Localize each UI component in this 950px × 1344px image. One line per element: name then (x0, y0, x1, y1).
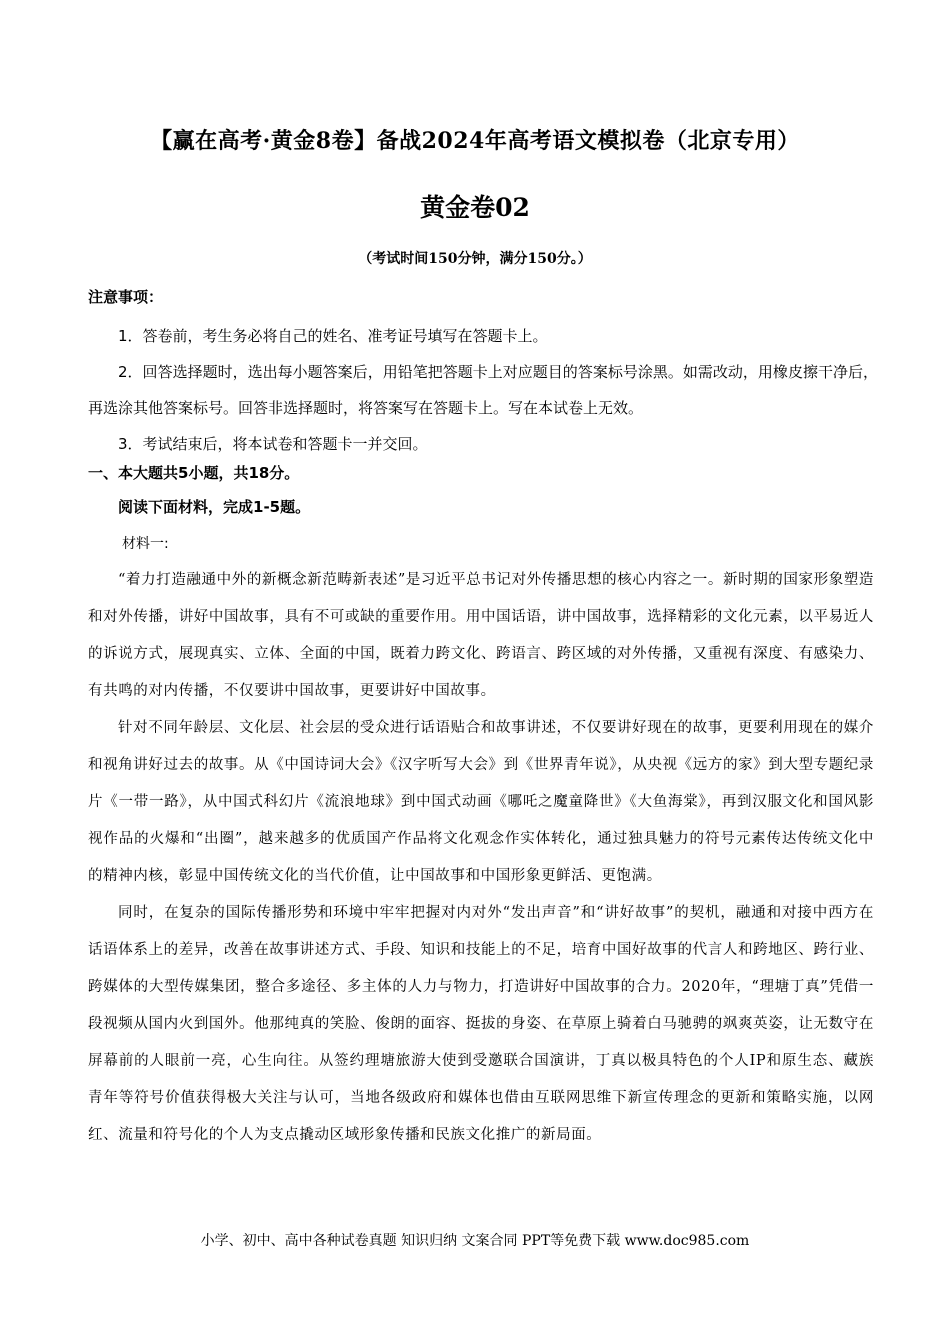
material-label: 材料一: (122, 536, 169, 552)
notice-heading: 注意事项： (88, 288, 164, 306)
reading-passage (88, 562, 874, 1154)
reading-instruction: 阅读下面材料，完成1-5题。 (118, 498, 311, 516)
passage-paragraph: 针对不同年龄层、文化层、社会层的受众进行话语贴合和故事讲述，不仅要讲好现在的故事，更要利用现在的媒介和视角讲好过去的故事。从《中国诗词大会》《汉字听写大会》到《世界青年说》，从央视《远方的家》到大型专题纪录片《一带一路》，从中国式科幻片《流浪地球》到中国式动画《哪吒之魔童降世》《大鱼海棠》，再到汉服文化和国风影视作品的火爆和“出圈”，越来越多的优质国产作品将文化观念作实体转化，通过独具魅力的符号元素传达传统文化中的精神内核，彰显中国传统文化的当代价值，让中国故事和中国形象更鲜活、更饱满。 (88, 720, 874, 884)
footer-text: 小学、初中、高中各种试卷真题 知识归纳 文案合同 PPT等免费下载 www.doc985.com (200, 1233, 750, 1249)
notice-list (88, 318, 878, 462)
passage-paragraph: 同时，在复杂的国际传播形势和环境中牢牢把握对内对外“发出声音”和“讲好故事”的契机，融通和对接中西方在话语体系上的差异，改善在故事讲述方式、手段、知识和技能上的不足，培育中国好故事的代言人和跨地区、跨行业、跨媒体的大型传媒集团，整合多途径、多主体的人力与物力，打造讲好中国故事的合力。2020年，“理塘丁真”凭借一段视频从国内火到国外。他那纯真的笑脸、俊朗的面容、挺拔的身姿、在草原上骑着白马驰骋的飒爽英姿，让无数守在屏幕前的人眼前一亮，心生向往。从签约理塘旅游大使到受邀联合国演讲，丁真以极具特色的个人IP和原生态、藏族青年等符号价值获得极大关注与认可，当地各级政府和媒体也借由互联网思维下新宣传理念的更新和策略实施，以网红、流量和符号化的个人为支点撬动区域形象传播和民族文化推广的新局面。 (88, 905, 874, 1143)
notice-item: 3．考试结束后，将本试卷和答题卡一并交回。 (118, 435, 428, 453)
paper-subtitle: 黄金卷02 (420, 193, 530, 222)
notice-item: 1．答卷前，考生务必将自己的姓名、准考证号填写在答题卡上。 (118, 327, 548, 345)
passage-paragraph: “着力打造融通中外的新概念新范畴新表述”是习近平总书记对外传播思想的核心内容之一。新时期的国家形象塑造和对外传播，讲好中国故事，具有不可或缺的重要作用。用中国话语，讲中国故事，选择精彩的文化元素，以平易近人的诉说方式，展现真实、立体、全面的中国，既着力跨文化、跨语言、跨区域的对外传播，又重视有深度、有感染力、有共鸣的对内传播，不仅要讲中国故事，更要讲好中国故事。 (88, 572, 874, 699)
notice-item: 2．回答选择题时，选出每小题答案后，用铅笔把答题卡上对应题目的答案标号涂黑。如需改动，用橡皮擦干净后，再选涂其他答案标号。回答非选择题时，将答案写在答题卡上。写在本试卷上无效。 (88, 363, 878, 417)
document-title: 【赢在高考·黄金8卷】备战2024年高考语文模拟卷（北京专用） (150, 128, 800, 154)
exam-time-info: （考试时间150分钟，满分150分。） (358, 251, 592, 267)
section-heading: 一、本大题共5小题，共18分。 (88, 464, 300, 482)
